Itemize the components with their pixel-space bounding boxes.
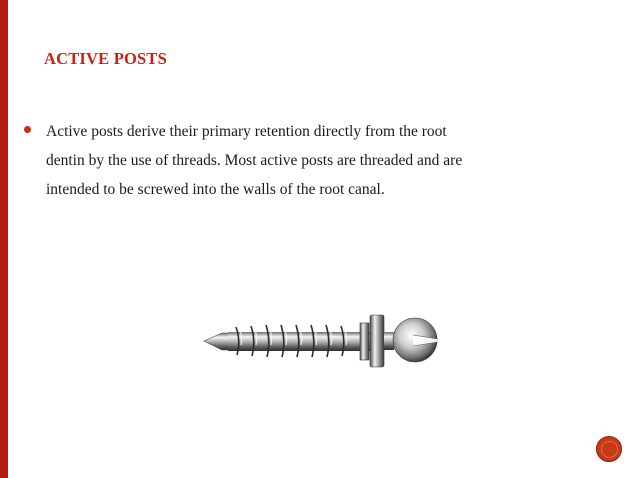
threaded-dental-post-image	[200, 305, 450, 377]
bullet-dot-icon	[24, 126, 31, 133]
bullet-text	[46, 117, 614, 204]
bullet-item	[24, 117, 614, 204]
slide-title: ACTIVE POSTS	[44, 49, 167, 68]
bullet-line: dentin by the use of threads. Most active posts are threaded and are	[46, 152, 463, 169]
bullet-line: Active posts derive their primary retention directly from the root	[46, 123, 447, 140]
bullet-line: intended to be screwed into the walls of the root canal.	[46, 181, 385, 198]
page-number-badge	[596, 436, 622, 462]
page-number	[597, 437, 621, 461]
left-accent-bar	[0, 0, 8, 478]
